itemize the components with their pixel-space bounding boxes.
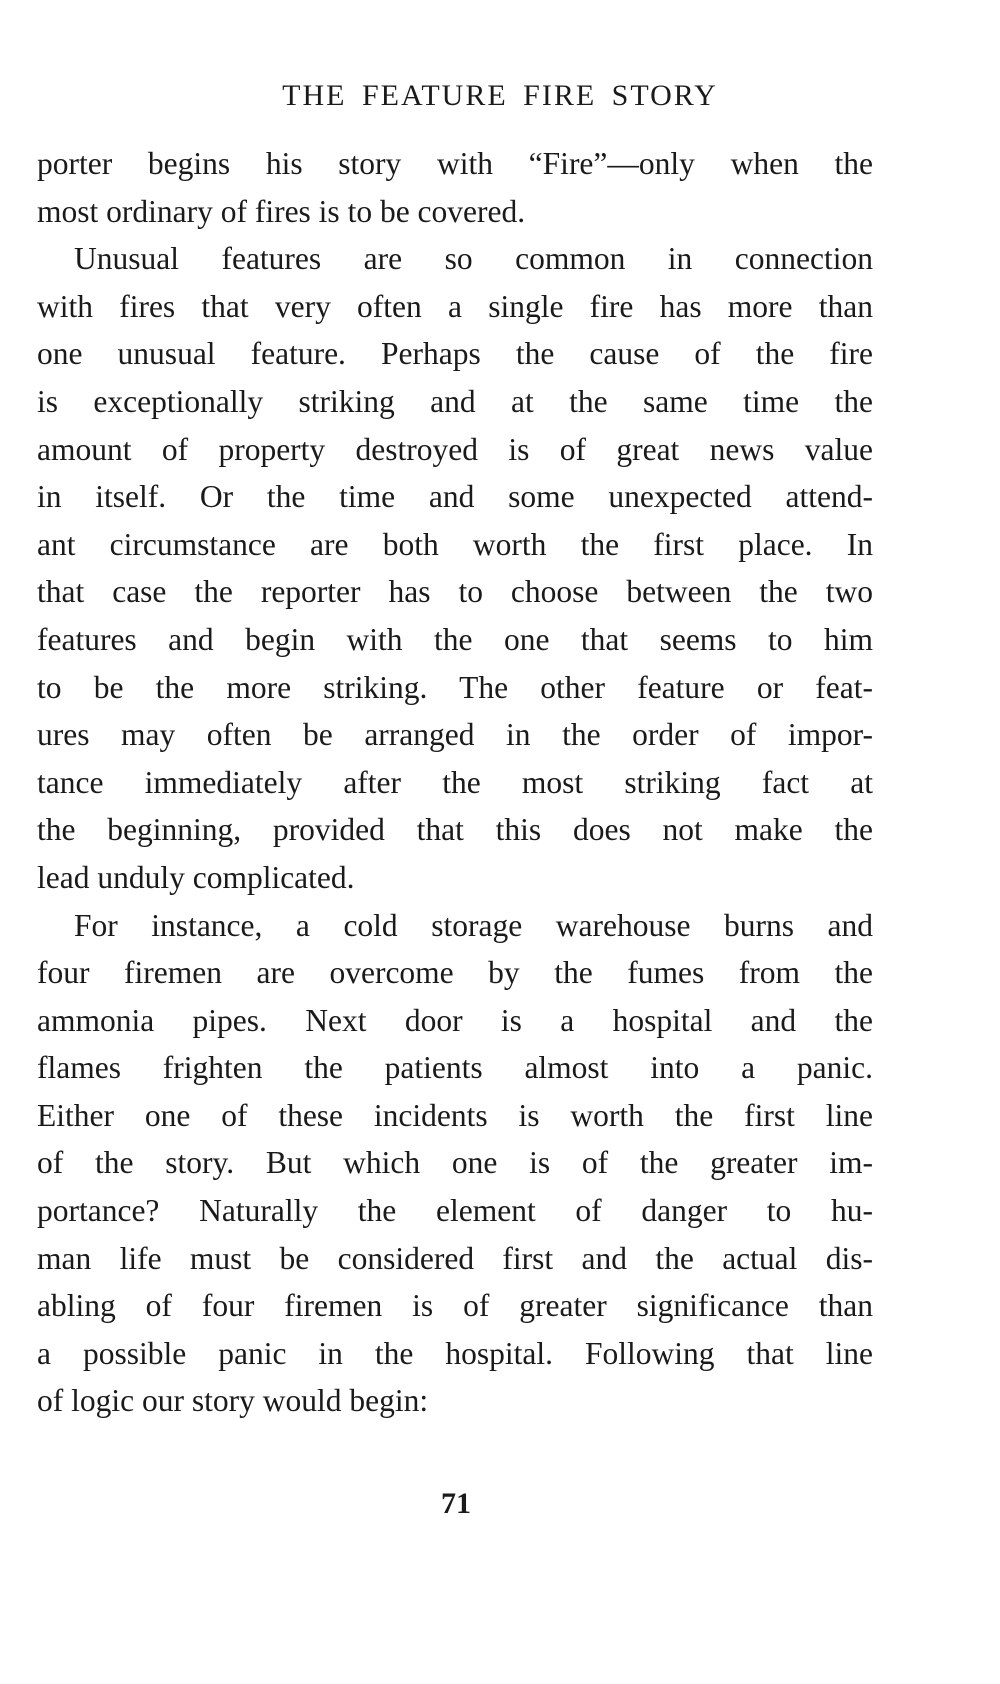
text-line: lead unduly complicated. <box>37 859 355 895</box>
text-line: of the story. But which one is of the greater im- <box>37 1145 873 1181</box>
text-line: tance immediately after the most striking fact at <box>37 764 873 800</box>
text-line: man life must be considered first and the actual dis- <box>37 1240 873 1276</box>
text-line: that case the reporter has to choose between the two <box>37 574 873 610</box>
text-line: four firemen are overcome by the fumes from the <box>37 955 873 991</box>
text-line: to be the more striking. The other feature or feat- <box>37 669 873 705</box>
text-line: the beginning, provided that this does not make the <box>37 812 873 848</box>
text-line: in itself. Or the time and some unexpected attend- <box>37 479 873 515</box>
running-head: THE FEATURE FIRE STORY <box>282 79 718 112</box>
text-line: ures may often be arranged in the order of impor- <box>37 717 873 753</box>
text-line: abling of four firemen is of greater significance than <box>37 1288 873 1324</box>
text-line: a possible panic in the hospital. Following that line <box>37 1335 873 1371</box>
text-line: features and begin with the one that seems to him <box>37 621 873 657</box>
paragraph-for-instance <box>37 902 873 1426</box>
text-line: ammonia pipes. Next door is a hospital and the <box>37 1002 873 1038</box>
body-text <box>37 140 873 1425</box>
text-line: porter begins his story with “Fire”—only when the <box>37 146 873 181</box>
text-line: For instance, a cold storage warehouse burns and <box>74 907 873 943</box>
page-number: 71 <box>441 1487 471 1520</box>
text-line: one unusual feature. Perhaps the cause of the fire <box>37 336 873 372</box>
text-line: ant circumstance are both worth the first place. In <box>37 526 873 562</box>
text-line: Unusual features are so common in connection <box>74 241 873 277</box>
paragraph-unusual-features <box>37 235 873 901</box>
text-line: of logic our story would begin: <box>37 1383 429 1419</box>
text-line: Either one of these incidents is worth the first line <box>37 1097 873 1133</box>
text-line: with fires that very often a single fire has more than <box>37 288 873 324</box>
text-line: is exceptionally striking and at the same time the <box>37 383 873 419</box>
text-line: amount of property destroyed is of great news value <box>37 431 873 467</box>
text-line: portance? Naturally the element of danger to hu- <box>37 1193 873 1229</box>
text-line: most ordinary of fires is to be covered. <box>37 193 526 229</box>
text-line: flames frighten the patients almost into a panic. <box>37 1050 873 1086</box>
paragraph-continuation <box>37 140 873 235</box>
